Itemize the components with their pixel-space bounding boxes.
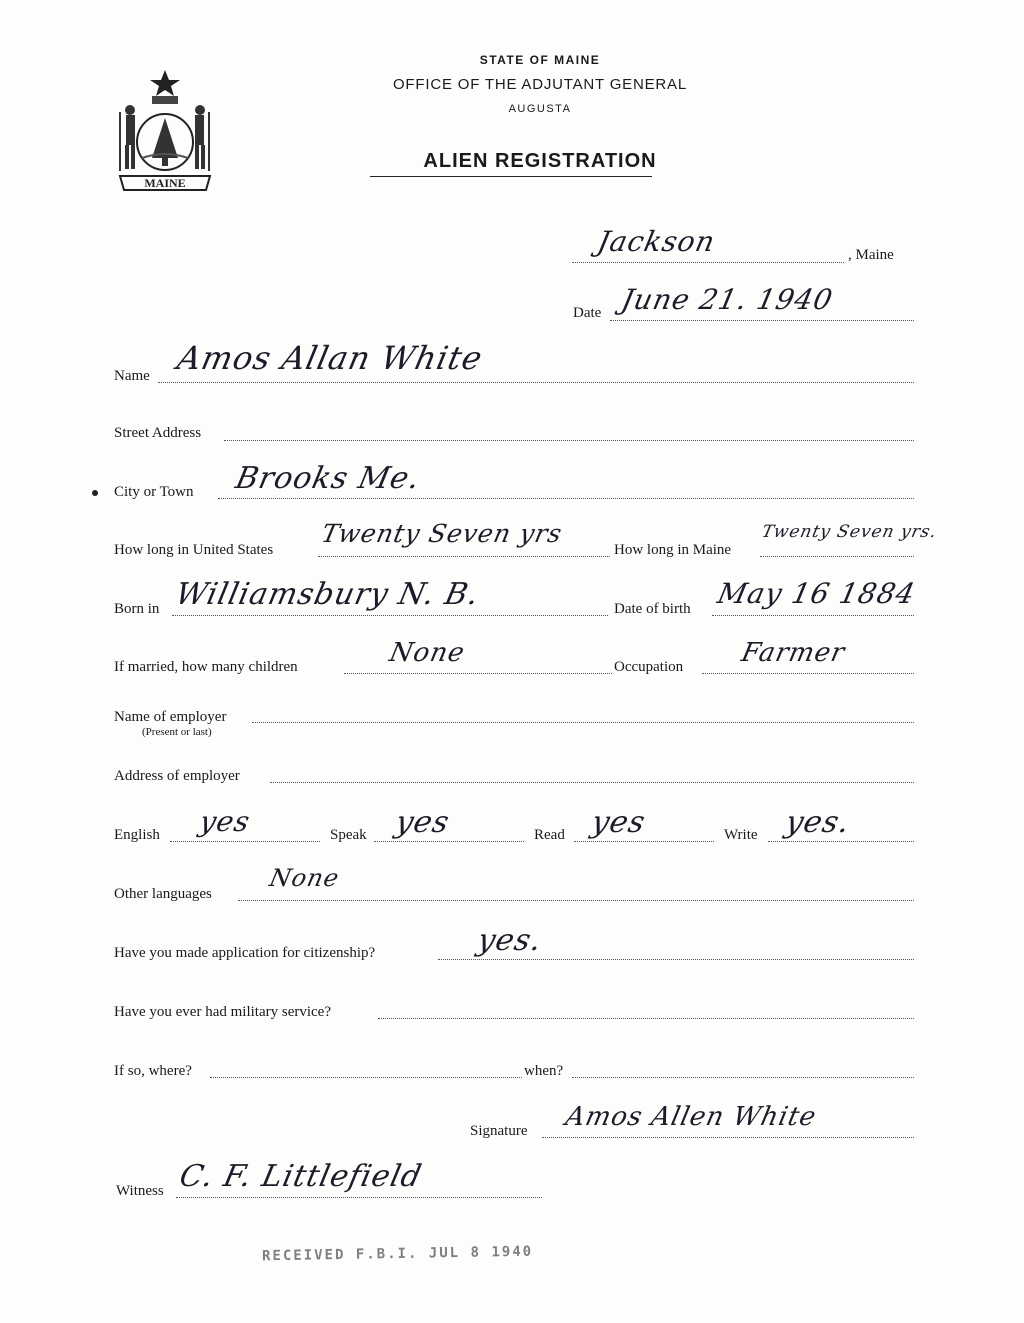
name-value: Amos Allan White [173, 339, 487, 377]
place-suffix: , Maine [848, 247, 894, 263]
seal-lettering: MAINE [144, 176, 186, 190]
born-in-label: Born in [114, 601, 160, 617]
english-line [170, 841, 320, 842]
citizenship-label: Have you made application for citizenship? [114, 945, 376, 961]
header-office: OFFICE OF THE ADJUTANT GENERAL [392, 76, 688, 93]
place-line [572, 262, 844, 263]
signature-label: Signature [470, 1123, 528, 1139]
date-value: June 21. 1940 [618, 283, 837, 316]
employer-address-line [270, 782, 914, 783]
how-long-us-line [318, 556, 610, 557]
speak-line [374, 841, 524, 842]
street-address-line [224, 440, 914, 441]
children-line [344, 673, 612, 674]
read-line [574, 841, 714, 842]
employer-address-label: Address of employer [114, 768, 240, 784]
maine-state-seal [112, 66, 218, 194]
header-state: STATE OF MAINE [479, 53, 601, 67]
children-label: If married, how many children [114, 659, 298, 675]
speak-label: Speak [330, 827, 367, 843]
born-in-value: Williamsbury N. B. [172, 577, 483, 612]
margin-dot [92, 490, 98, 496]
city-value: Brooks Me. [232, 461, 424, 496]
how-long-maine-line [760, 556, 914, 557]
other-languages-line [238, 900, 914, 901]
write-line [768, 841, 914, 842]
english-label: English [114, 827, 160, 843]
witness-value: C. F. Littlefield [176, 1159, 426, 1194]
citizenship-line [438, 959, 914, 960]
received-stamp: RECEIVED F.B.I. JUL 8 1940 [261, 1243, 534, 1265]
city-label: City or Town [114, 484, 194, 500]
how-long-maine-value: Twenty Seven yrs. [759, 522, 939, 542]
form-title: ALIEN REGISTRATION [423, 150, 657, 172]
witness-line [176, 1197, 542, 1198]
date-label: Date [573, 305, 602, 321]
read-label: Read [534, 827, 565, 843]
header-city: AUGUSTA [508, 103, 572, 115]
born-in-line [172, 615, 608, 616]
date-of-birth-value: May 16 1884 [714, 577, 919, 610]
read-value: yes [588, 805, 649, 840]
occupation-value: Farmer [738, 638, 848, 668]
date-line [610, 320, 914, 321]
when-label: when? [524, 1063, 564, 1079]
citizenship-value: yes. [474, 923, 546, 958]
children-value: None [386, 638, 468, 668]
employer-name-label: Name of employer [114, 709, 227, 725]
write-label: Write [724, 827, 758, 843]
where-label: If so, where? [114, 1063, 192, 1079]
name-line [158, 382, 914, 383]
how-long-us-value: Twenty Seven yrs [318, 519, 566, 548]
date-of-birth-line [712, 615, 914, 616]
signature-line [542, 1137, 914, 1138]
how-long-maine-label: How long in Maine [614, 542, 732, 558]
other-languages-label: Other languages [114, 886, 212, 902]
witness-label: Witness [116, 1183, 164, 1199]
signature-value: Amos Allen White [562, 1102, 820, 1132]
where-line [210, 1077, 522, 1078]
speak-value: yes [392, 805, 453, 840]
english-value: yes [196, 805, 254, 838]
employer-name-line [252, 722, 914, 723]
street-address-label: Street Address [114, 425, 202, 441]
name-label: Name [114, 368, 150, 384]
military-label: Have you ever had military service? [114, 1004, 331, 1020]
when-line [572, 1077, 914, 1078]
occupation-label: Occupation [614, 659, 684, 675]
place-value: Jackson [594, 225, 719, 258]
other-languages-value: None [267, 864, 343, 892]
title-underline [370, 176, 652, 177]
military-line [378, 1018, 914, 1019]
date-of-birth-label: Date of birth [614, 601, 691, 617]
how-long-us-label: How long in United States [114, 542, 274, 558]
occupation-line [702, 673, 914, 674]
employer-name-sublabel: (Present or last) [142, 726, 212, 738]
write-value: yes. [782, 805, 854, 840]
city-line [218, 498, 914, 499]
